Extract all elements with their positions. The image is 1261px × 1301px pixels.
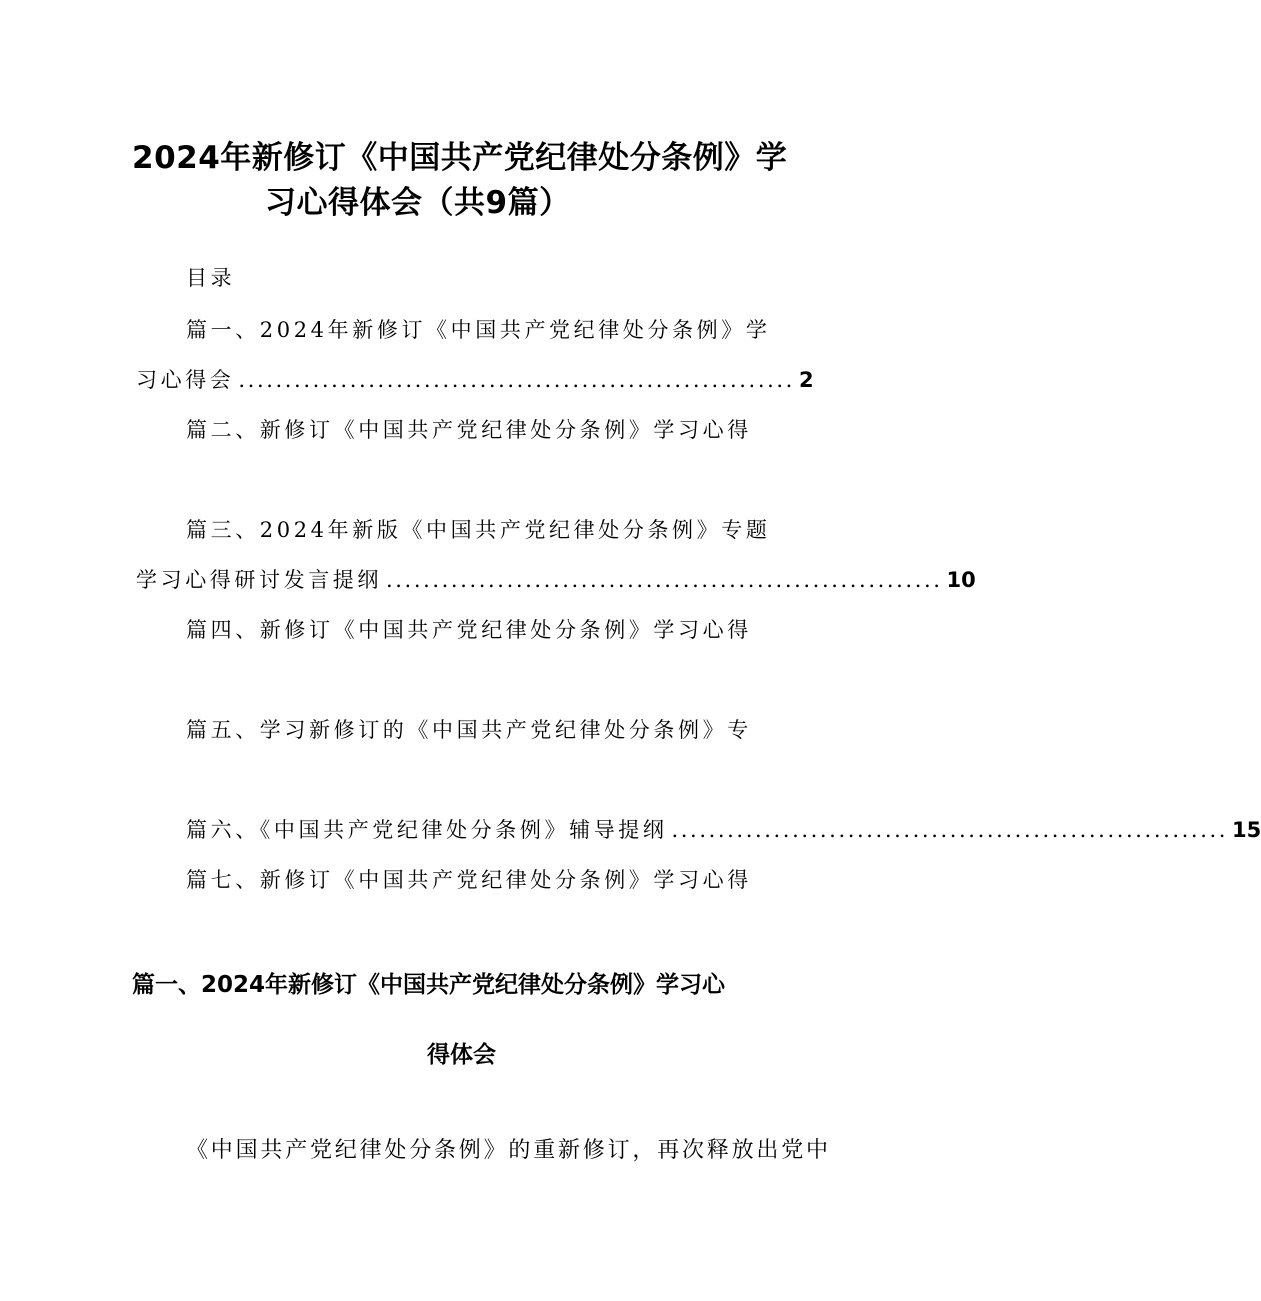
toc-entry-3-page-number: 10 [946, 568, 976, 592]
toc-entry-1-line-1[interactable]: 篇一、2024年新修订《中国共产党纪律处分条例》学 [186, 318, 771, 342]
toc-entry-3-line-2[interactable] [136, 568, 976, 592]
toc-entry-4[interactable]: 篇四、新修订《中国共产党纪律处分条例》学习心得 [186, 618, 752, 642]
section-paragraph-line-1: 《中国共产党纪律处分条例》的重新修订，再次释放出党中 [186, 1138, 831, 1163]
section-heading-line-1: 篇一、2024年新修订《中国共产党纪律处分条例》学习心 [132, 972, 726, 998]
toc-entry-1-line-2[interactable] [136, 368, 814, 392]
toc-entry-2[interactable]: 篇二、新修订《中国共产党纪律处分条例》学习心得 [186, 418, 752, 442]
toc-entry-5[interactable]: 篇五、学习新修订的《中国共产党纪律处分条例》专 [186, 718, 752, 742]
toc-entry-6-text: 篇六、《中国共产党纪律处分条例》辅导提纲 [186, 818, 668, 842]
toc-entry-6-page-number: 15 [1232, 818, 1261, 842]
toc-entry-1-dot-leader: ............................................................ [238, 368, 795, 392]
toc-entry-1-page-number: 2 [798, 368, 814, 392]
toc-label: 目录 [186, 266, 236, 290]
toc-entry-3-line-1[interactable]: 篇三、2024年新版《中国共产党纪律处分条例》专题 [186, 518, 771, 542]
toc-entry-1-text: 习心得会 [136, 368, 235, 392]
toc-entry-7[interactable]: 篇七、新修订《中国共产党纪律处分条例》学习心得 [186, 868, 752, 892]
document-title-line-1: 2024年新修订《中国共产党纪律处分条例》学 [132, 140, 788, 176]
toc-entry-3-text: 学习心得研讨发言提纲 [136, 568, 382, 592]
toc-entry-6-dot-leader: ............................................................ [671, 818, 1229, 842]
section-heading-line-2: 得体会 [427, 1042, 496, 1068]
toc-entry-3-dot-leader: ............................................................ [386, 568, 943, 592]
document-title-line-2: 习心得体会（共9篇） [265, 185, 571, 221]
toc-entry-6[interactable] [186, 818, 1261, 842]
